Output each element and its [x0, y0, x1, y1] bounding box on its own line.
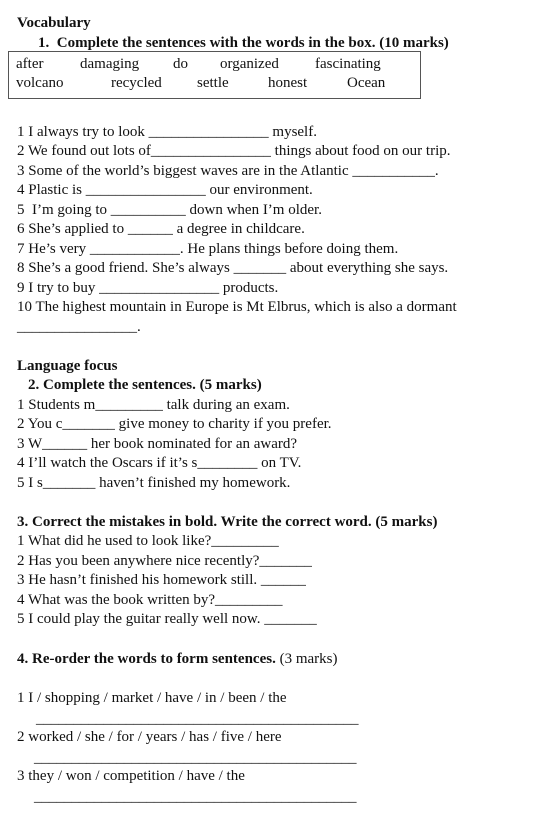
- task3-sentence: 2 Has you been anywhere nice recently?_______: [17, 553, 312, 569]
- box-word: volcano: [16, 75, 64, 91]
- box-word: damaging: [80, 56, 140, 72]
- box-word: after: [16, 56, 44, 72]
- vocab-sentence: 6 She’s applied to ______ a degree in childcare.: [17, 221, 305, 237]
- box-word: recycled: [111, 75, 162, 91]
- task4-answer-line: ___________________________________________: [36, 711, 359, 727]
- box-word: settle: [197, 75, 229, 91]
- language-focus-heading: Language focus: [17, 358, 118, 374]
- language-sentence: 3 W______ her book nominated for an award?: [17, 436, 298, 452]
- task4-item: 2 worked / she / for / years / has / five / here: [17, 729, 282, 745]
- language-sentence: 1 Students m_________ talk during an exam.: [17, 397, 290, 413]
- task4-title-marks: (3 marks): [275, 651, 338, 667]
- box-word: Ocean: [347, 75, 386, 91]
- box-word: honest: [268, 75, 308, 91]
- vocab-sentence: ________________.: [17, 319, 141, 335]
- vocab-sentence: 2 We found out lots of________________ things about food on our trip.: [17, 143, 451, 159]
- task4-item: 3 they / won / competition / have / the: [17, 768, 245, 784]
- language-sentence: 5 I s_______ haven’t finished my homework.: [17, 475, 291, 491]
- box-word: organized: [220, 56, 279, 72]
- box-word: fascinating: [315, 56, 381, 72]
- box-word: do: [173, 56, 188, 72]
- vocabulary-heading: Vocabulary: [17, 15, 91, 31]
- task3-sentence: 3 He hasn’t finished his homework still. ______: [17, 572, 306, 588]
- task4-answer-line: ___________________________________________: [34, 789, 357, 805]
- task4-title-bold: 4. Re-order the words to form sentences.: [17, 651, 276, 667]
- task2-title: 2. Complete the sentences. (5 marks): [28, 377, 262, 393]
- vocab-sentence: 10 The highest mountain in Europe is Mt Elbrus, which is also a dormant: [17, 299, 457, 315]
- vocab-sentence: 8 She’s a good friend. She’s always _______ about everything she says.: [17, 260, 449, 276]
- vocab-sentence: 1 I always try to look ________________ myself.: [17, 124, 317, 140]
- task3-sentence: 1 What did he used to look like?_________: [17, 533, 279, 549]
- task4-title: [17, 650, 337, 668]
- vocab-sentence: 5 I’m going to __________ down when I’m older.: [17, 202, 322, 218]
- vocab-sentence: 9 I try to buy ________________ products.: [17, 280, 279, 296]
- task3-sentence: 5 I could play the guitar really well now. _______: [17, 611, 317, 627]
- task3-title: 3. Correct the mistakes in bold. Write the correct word. (5 marks): [17, 514, 438, 530]
- vocab-sentence: 4 Plastic is ________________ our environment.: [17, 182, 313, 198]
- vocab-sentence: 3 Some of the world’s biggest waves are in the Atlantic ___________.: [17, 163, 439, 179]
- task4-item: 1 I / shopping / market / have / in / been / the: [17, 690, 287, 706]
- task4-answer-line: ___________________________________________: [34, 750, 357, 766]
- language-sentence: 4 I’ll watch the Oscars if it’s s________ on TV.: [17, 455, 302, 471]
- task3-sentence: 4 What was the book written by?_________: [17, 592, 283, 608]
- task1-title: 1. Complete the sentences with the words in the box. (10 marks): [38, 35, 449, 51]
- vocab-sentence: 7 He’s very ____________. He plans things before doing them.: [17, 241, 399, 257]
- language-sentence: 2 You c_______ give money to charity if you prefer.: [17, 416, 332, 432]
